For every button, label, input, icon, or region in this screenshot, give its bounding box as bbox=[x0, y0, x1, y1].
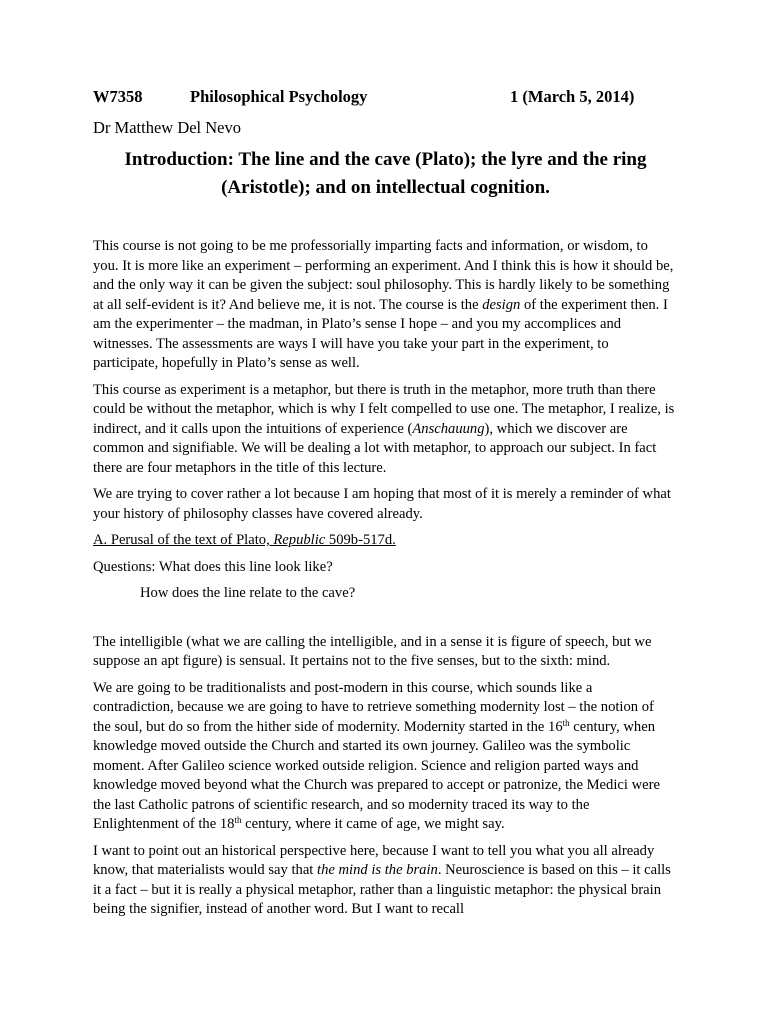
paragraph-2-text-a: This course as experiment is a metaphor, but there is truth in the metaphor, more truth than there could be without the metaphor, which is why I felt compelled to use one. The metaphor, I realize, is indirect, and it calls upon the intuitions of experience ( bbox=[93, 381, 675, 437]
course-name: Philosophical Psychology bbox=[190, 87, 368, 106]
document-body bbox=[93, 237, 675, 927]
question-2: How does the line relate to the cave? bbox=[140, 585, 356, 601]
lecture-number-date: 1 (March 5, 2014) bbox=[510, 87, 635, 106]
paragraph-5 bbox=[93, 679, 675, 835]
paragraph-6-text-b: . Neuroscience is based on this – it calls it a fact – but it is really a physical metaphor, rather than a linguistic metaphor: the physical brain being the signifier, instead of another word. But I want to recall bbox=[93, 862, 671, 917]
paragraph-6-text-a: I want to point out an historical perspective here, because I want to tell you what you all already know, that materialists would say that bbox=[93, 842, 655, 878]
paragraph-1-text-a: This course is not going to be me professorially imparting facts and information, or wisdom, to you. It is more like an experiment – performing an experiment. And I think this is how it should be, and the only way it can be given the subject: soul philosophy. This is hardly likely to be something at all self-evident is it? And believe me, it is not. The course is the bbox=[93, 238, 674, 313]
paragraph-6-emphasis: the mind is the brain bbox=[317, 862, 438, 878]
paragraph-2 bbox=[93, 381, 675, 479]
superscript-th: th bbox=[234, 815, 242, 825]
question-1: Questions: What does this line look like? bbox=[93, 558, 333, 575]
paragraph-1-emphasis: design bbox=[482, 296, 521, 313]
paragraph-5-text-c: century, where it came of age, we might say. bbox=[241, 816, 505, 832]
superscript-th: th bbox=[562, 717, 570, 728]
paragraph-2-text-b: ), which we discover are common and signifiable. We will be dealing a lot with metaphor, to approach our subject. In fact there are four metaphors in the title of this lecture. bbox=[93, 420, 657, 476]
section-a-text-b: 509b-517d. bbox=[325, 532, 396, 548]
paragraph-3: We are trying to cover rather a lot because I am hoping that most of it is merely a reminder of what your history of philosophy classes have covered already. bbox=[93, 486, 671, 522]
paragraph-5-text-a: We are going to be traditionalists and post-modern in this course, which sounds like a contradiction, because we are going to have to retrieve something modernity lost – the notion of the soul, but do so from the hither side of modernity. Modernity started in the 16 bbox=[93, 679, 654, 735]
paragraph-4: The intelligible (what we are calling the intelligible, and in a sense it is figure of speech, but we suppose an apt figure) is sensual. It pertains not to the five senses, but to the sixth: mind. bbox=[93, 633, 652, 669]
paragraph-1 bbox=[93, 237, 675, 374]
paragraph-6 bbox=[93, 842, 675, 920]
paragraph-5-text-b: century, when knowledge moved outside the Church and started its own journey. Galileo was the symbolic moment. After Galileo science worked outside religion. Science and religion parted ways and knowledge moved beyond what the Church was prepared to accept or patronize, the Medici were the last Catholic patrons of scientific research, and so modernity traced its way to the Enlightenment of the 18 bbox=[93, 718, 660, 832]
course-code: W7358 bbox=[93, 87, 143, 106]
section-a-emphasis: Republic bbox=[273, 532, 326, 548]
paragraph-2-emphasis: Anschauung bbox=[412, 420, 485, 437]
lecture-title: Introduction: The line and the cave (Plato); the lyre and the ring (Aristotle); and on intellectual cognition. bbox=[124, 149, 647, 198]
paragraph-1-text-b: of the experiment then. I am the experimenter – the madman, in Plato’s sense I hope – and you my accomplices and witnesses. The assessments are ways I will have you take your part in the experiment, to participate, hopefully in Plato’s sense as well. bbox=[93, 296, 668, 371]
section-a-heading bbox=[93, 531, 675, 551]
section-a-text-a: A. Perusal of the text of Plato, bbox=[93, 532, 274, 548]
author-name: Dr Matthew Del Nevo bbox=[93, 118, 242, 137]
document-header bbox=[93, 87, 673, 109]
